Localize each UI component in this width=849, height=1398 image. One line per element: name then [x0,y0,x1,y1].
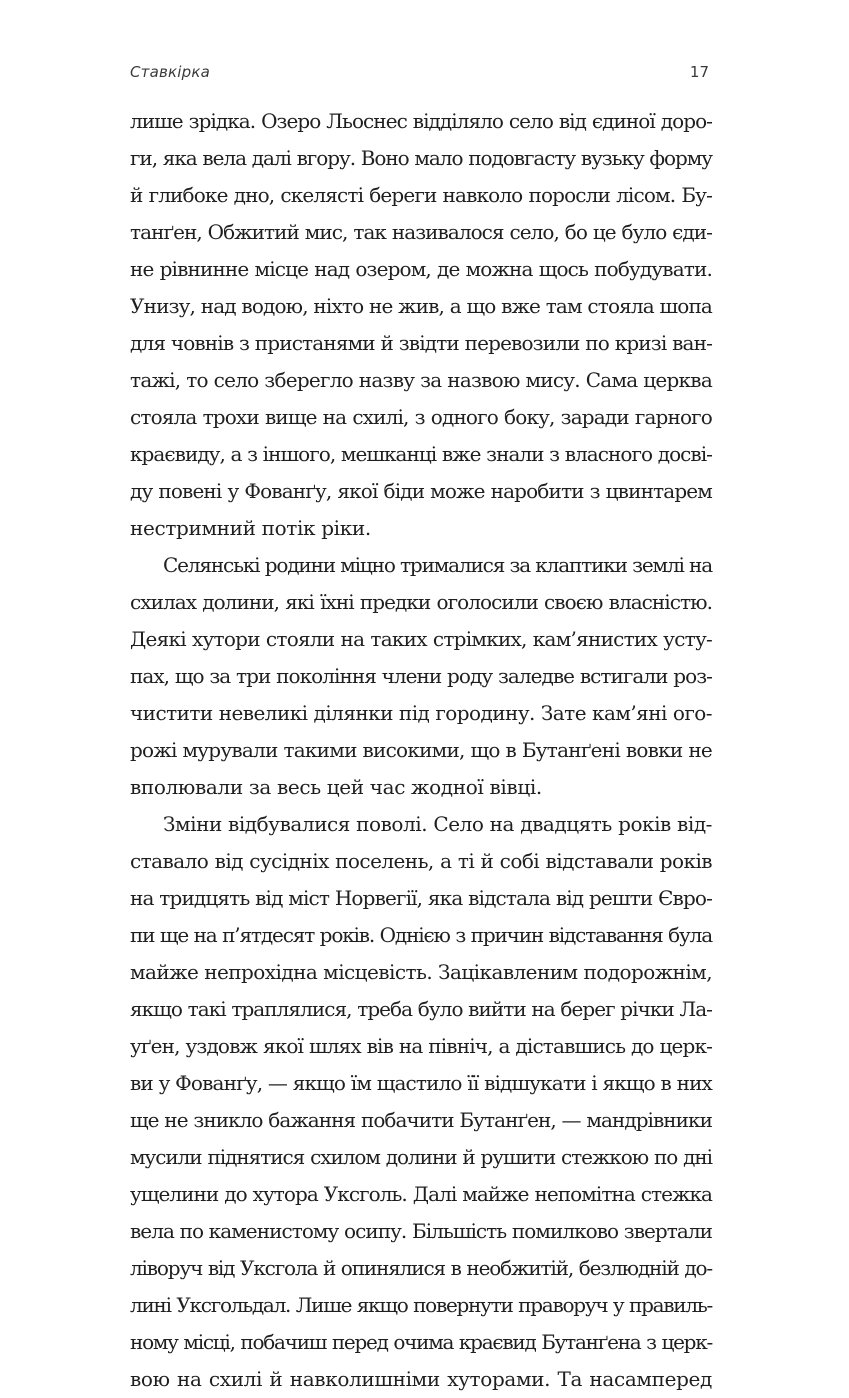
text-line: Унизу, над водою, ніхто не жив, а що вже там стояла шопа [130,294,712,318]
text-line: для човнів з пристанями й звідти перевозили по кризі ван- [130,331,712,355]
text-line: ви у Фованґу, — якщо їм щастило її відшукати і якщо в них [130,1071,712,1095]
text-line: краєвиду, а з іншого, мешканці вже знали з власного досві- [130,442,712,466]
text-line: ліворуч від Уксгола й опинялися в необжитій, безлюдній до- [130,1256,712,1280]
text-line: ду повені у Фованґу, якої біди може наробити з цвинтарем [130,479,712,503]
text-line: схилах долини, які їхні предки оголосили своєю власністю. [130,590,712,614]
text-line: ущелини до хутора Уксголь. Далі майже непомітна стежка [130,1182,712,1206]
text-line: не рівнинне місце над озером, де можна щось побудувати. [130,257,712,281]
text-line: Деякі хутори стояли на таких стрімких, кам’янистих усту- [130,627,712,651]
text-line: пах, що за три покоління члени роду заледве встигали роз- [130,664,712,688]
text-line: ги, яка вела далі вгору. Воно мало подовгасту вузьку форму [130,146,712,170]
text-line: Селянські родини міцно трималися за клаптики землі на [163,553,712,577]
text-line: нестримний потік ріки. [130,516,371,540]
text-line: пи ще на п’ятдесят років. Однією з причин відставання була [130,923,712,947]
text-line: тажі, то село зберегло назву за назвою мису. Сама церква [130,368,712,392]
body-text [130,103,712,1398]
text-line: чистити невеликі ділянки під городину. Зате кам’яні ого- [130,701,712,725]
text-line: якщо такі траплялися, треба було вийти на берег річки Ла- [130,997,712,1021]
text-line: ставало від сусідніх поселень, а ті й собі відставали років [130,849,712,873]
text-line: стояла трохи вище на схилі, з одного боку, заради гарного [130,405,712,429]
text-line: уґен, уздовж якої шлях вів на північ, а діставшись до церк- [130,1034,712,1058]
text-line: й глибоке дно, скелясті береги навколо поросли лісом. Бу- [130,183,712,207]
text-line: лині Уксгольдал. Лише якщо повернути праворуч у правиль- [130,1293,712,1317]
text-line: вполювали за весь цей час жодної вівці. [130,775,542,799]
text-line: мусили піднятися схилом долини й рушити стежкою по дні [130,1145,712,1169]
text-line: танґен, Обжитий мис, так називалося село, бо це було єди- [130,220,712,244]
text-line: рожі мурували такими високими, що в Бутанґені вовки не [130,738,712,762]
text-line: ще не зникло бажання побачити Бутанґен, — мандрівники [130,1108,712,1132]
text-line: майже непрохідна місцевість. Зацікавленим подорожнім, [130,960,712,984]
text-line: ному місці, побачиш перед очима краєвид Бутанґена з церк- [130,1330,712,1354]
running-title: Ставкірка [130,63,211,81]
text-line: на тридцять від міст Норвегії, яка відстала від решти Євро- [130,886,712,910]
text-line: лише зрідка. Озеро Льоснес відділяло село від єдиної доро- [130,109,712,133]
text-line: вела по каменистому осипу. Більшість помилково звертали [130,1219,712,1243]
text-line: Зміни відбувалися поволі. Село на двадцять років від- [163,812,712,836]
text-line: вою на схилі й навколишніми хуторами. Та насамперед [130,1367,712,1391]
page-number: 17 [689,63,709,81]
